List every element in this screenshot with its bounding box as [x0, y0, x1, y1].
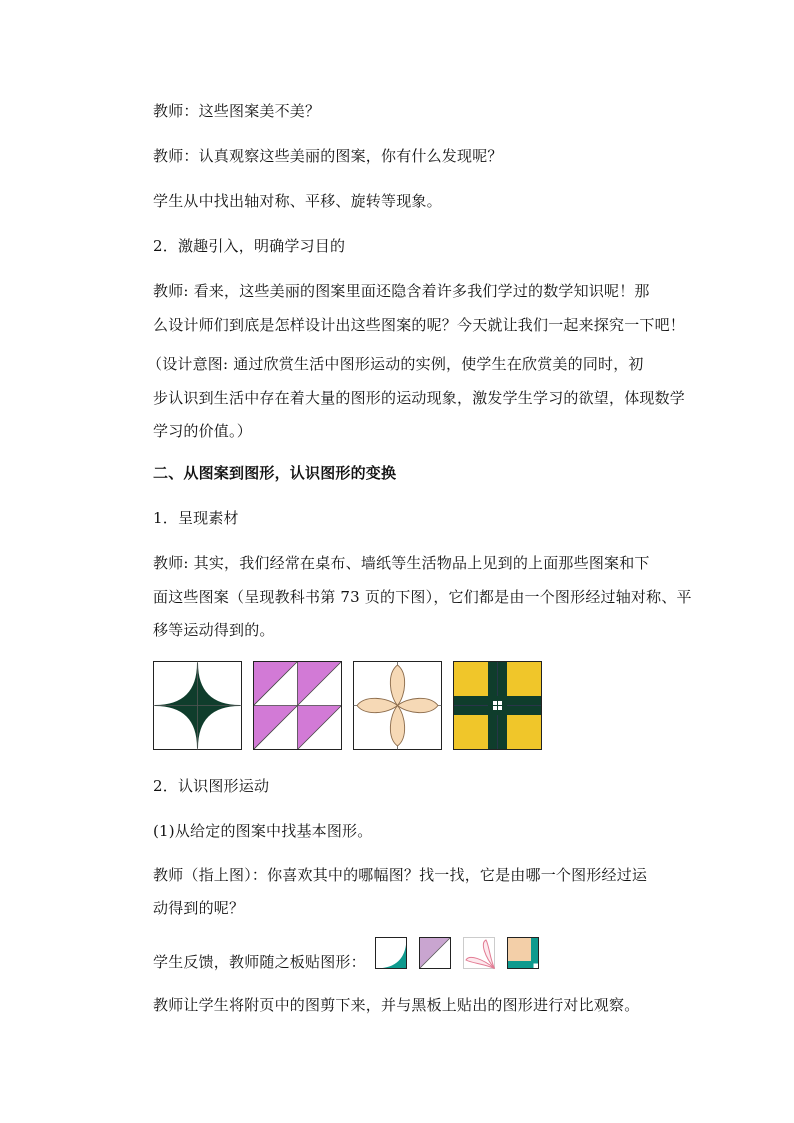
paragraph-design-intent-line2: 步认识到生活中存在着大量的图形的运动现象，激发学生学习的欲望，体现数学 — [153, 389, 686, 407]
section-heading-pattern-to-shape: 二、从图案到图形，认识图形的变换 — [153, 464, 397, 482]
paragraph-find-basic-shape: (1)从给定的图案中找基本图形。 — [153, 822, 373, 840]
paragraph-teacher-explore-line2: 么设计师们到底是怎样设计出这些图案的呢？今天就让我们一起来探究一下吧！ — [153, 316, 686, 334]
dark-green-four-point-star-tile — [153, 661, 242, 750]
lilac-triangle-shape — [419, 937, 451, 969]
paragraph-teacher-question-beauty: 教师：这些图案美不美？ — [153, 102, 321, 120]
paragraph-design-intent-line1: （设计意图: 通过欣赏生活中图形运动的实例，使学生在欣赏美的同时，初 — [147, 355, 644, 373]
pink-petal-shape — [463, 937, 495, 969]
pattern-figures-row — [153, 661, 546, 752]
paragraph-teacher-explore-line1: 教师: 看来，这些美丽的图案里面还隐含着许多我们学过的数学知识呢！那 — [153, 282, 650, 300]
paragraph-teacher-which-figure-line2: 动得到的呢？ — [153, 899, 245, 917]
peach-l-corner-shape — [507, 937, 539, 969]
paragraph-teacher-which-figure-line1: 教师（指上图）：你喜欢其中的哪幅图？找一找，它是由哪一个图形经过运 — [153, 866, 648, 884]
subheading-recognize-motion: 2．认识图形运动 — [153, 777, 270, 795]
section-heading-introduction: 2．激趣引入，明确学习目的 — [153, 237, 346, 255]
paragraph-teacher-cut-compare: 教师让学生将附页中的图剪下来，并与黑板上贴出的图形进行对比观察。 — [153, 996, 640, 1014]
teal-quarter-curve-shape — [375, 937, 407, 969]
peach-four-petal-flower-tile — [353, 661, 442, 750]
magenta-triangle-tile — [253, 661, 342, 750]
paragraph-teacher-material-line3: 移等运动得到的。 — [153, 621, 275, 639]
paragraph-student-findings: 学生从中找出轴对称、平移、旋转等现象。 — [153, 192, 442, 210]
paragraph-teacher-observe: 教师：认真观察这些美丽的图案，你有什么发现呢？ — [153, 147, 503, 165]
yellow-cross-window-tile — [453, 661, 542, 750]
paragraph-teacher-material-line1: 教师: 其实，我们经常在桌布、墙纸等生活物品上见到的上面那些图案和下 — [153, 554, 650, 572]
subheading-present-material: 1．呈现素材 — [153, 509, 239, 527]
basic-shapes-row — [375, 937, 541, 971]
paragraph-teacher-material-line2: 面这些图案（呈现教科书第 73 页的下图），它们都是由一个图形经过轴对称、平 — [153, 588, 692, 606]
paragraph-student-feedback: 学生反馈，教师随之板贴图形： — [153, 953, 366, 971]
paragraph-design-intent-line3: 学习的价值。） — [153, 422, 252, 440]
